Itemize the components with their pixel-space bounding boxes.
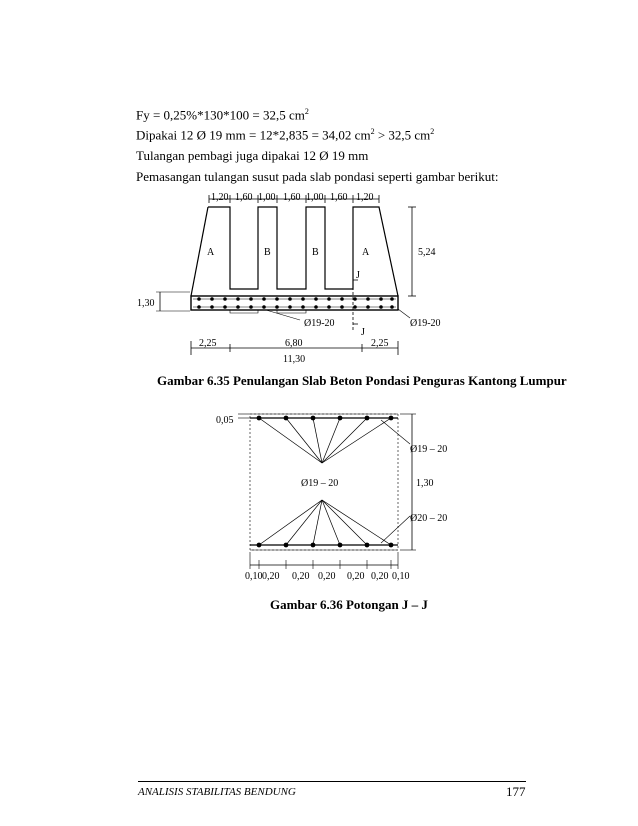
- bottom-dim-1: 2,25: [199, 338, 217, 349]
- dipakai-mid: > 32,5 cm: [374, 127, 431, 143]
- chamber-label-b2: B: [312, 247, 319, 258]
- section-dim-7: 0,10: [392, 571, 410, 582]
- section-mark-bottom: J: [361, 327, 365, 338]
- figure-caption-6-35: Gambar 6.35 Penulangan Slab Beton Pondasi Penguras Kantong Lumpur: [157, 373, 567, 388]
- top-dim-1: 1,20: [211, 192, 229, 203]
- bottom-fan-lines: [259, 500, 391, 545]
- section-rebar-center: Ø19 – 20: [301, 478, 339, 489]
- top-dim-5: 1,00: [306, 192, 324, 203]
- section-dim-2: 0,20: [262, 571, 280, 582]
- top-dim-2: 1,60: [235, 192, 253, 203]
- dipakai-sup-1: 2: [370, 127, 375, 136]
- section-height-label: 1,30: [416, 478, 434, 489]
- footer-rule: [138, 781, 526, 782]
- figure-caption-6-36: Gambar 6.36 Potongan J – J: [270, 597, 428, 612]
- page-number: 177: [506, 784, 526, 799]
- top-dim-4: 1,60: [283, 192, 301, 203]
- chamber-label-a1: A: [207, 247, 215, 258]
- section-dim-3: 0,20: [292, 571, 310, 582]
- pemasangan-line: Pemasangan tulangan susut pada slab pondasi seperti gambar berikut:: [136, 169, 499, 184]
- fy-text: Fy = 0,25%*130*100 = 32,5 cm: [136, 107, 305, 123]
- rebar-label-bottom: Ø19-20: [304, 318, 335, 329]
- top-dim-6: 1,60: [330, 192, 348, 203]
- rebar-label-right: Ø19-20: [410, 318, 441, 329]
- tulangan-line: Tulangan pembagi juga dipakai 12 Ø 19 mm: [136, 148, 369, 163]
- top-cover-label: 0,05: [216, 415, 234, 426]
- section-dim-6: 0,20: [371, 571, 389, 582]
- section-rebar-top: Ø19 – 20: [410, 444, 448, 455]
- footer-title: ANALISIS STABILITAS BENDUNG: [138, 786, 296, 798]
- total-dim: 11,30: [283, 354, 306, 365]
- chamber-label-a2: A: [362, 247, 370, 258]
- height-label: 5,24: [418, 247, 436, 258]
- figure-6-36: [216, 414, 447, 582]
- section-dim-5: 0,20: [347, 571, 365, 582]
- section-mark-top: J: [356, 270, 360, 281]
- bottom-dim-2: 6,80: [285, 338, 303, 349]
- section-dim-4: 0,20: [318, 571, 336, 582]
- bottom-dim-3: 2,25: [371, 338, 389, 349]
- slab-label: 1,30: [137, 298, 155, 309]
- top-dim-7: 1,20: [356, 192, 374, 203]
- fy-sup: 2: [304, 107, 309, 116]
- dipakai-text: Dipakai 12 Ø 19 mm = 12*2,835 = 34,02 cm: [136, 127, 371, 143]
- wall-outline-left: [191, 207, 208, 296]
- top-dim-3: 1,00: [258, 192, 276, 203]
- wall-outline-right: [208, 207, 398, 296]
- section-rebar-bottom: Ø20 – 20: [410, 513, 448, 524]
- top-fan-lines: [259, 418, 391, 463]
- dipakai-sup-2: 2: [430, 127, 435, 136]
- section-dim-1: 0,10: [245, 571, 263, 582]
- chamber-label-b1: B: [264, 247, 271, 258]
